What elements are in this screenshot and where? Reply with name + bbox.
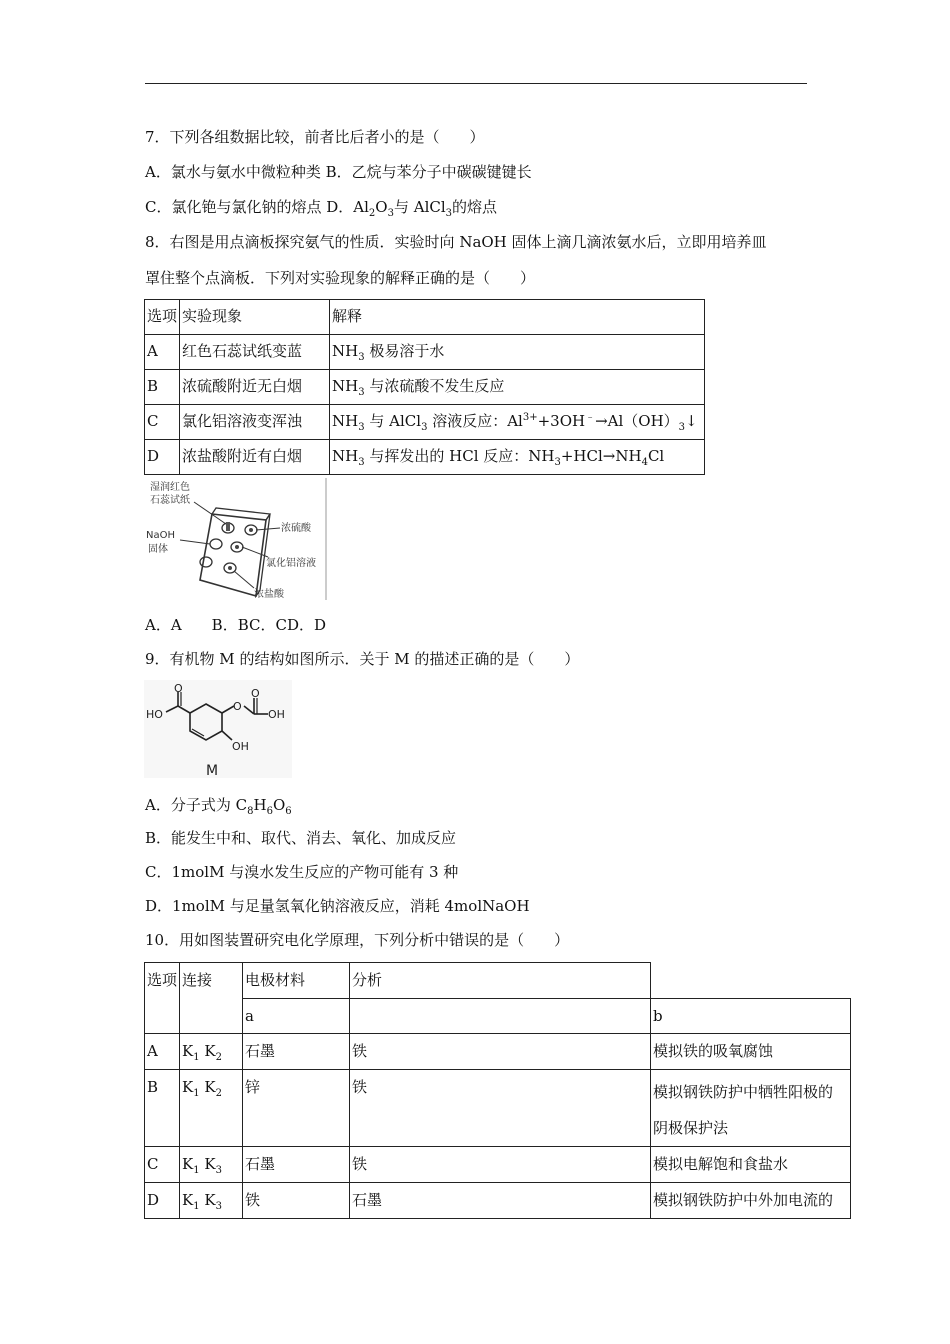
cell-connection: $K_1$ $K_3$ — [180, 1147, 243, 1183]
label-naoh-2: 固体 — [148, 544, 168, 555]
cell-explanation: $NH_3$ 与 AlCl$_3$ 溶液反应：$Al^{3+}+3OH^﹣\to Al(OH)_3↓$ — [330, 405, 705, 440]
cell-option: B — [145, 370, 180, 405]
q7-stem: 7．下列各组数据比较，前者比后者小的是（ ） — [145, 128, 485, 146]
well-naoh — [210, 539, 222, 549]
cell-analysis: 模拟钢铁防护中牺牲阳极的 阴极保护法 — [651, 1070, 851, 1147]
table-row — [145, 440, 705, 475]
header-blank-cell — [350, 999, 651, 1034]
cell-connection: $K_1$ $K_2$ — [180, 1070, 243, 1147]
atom-o: O — [233, 700, 242, 713]
label-h2so4: 浓硫酸 — [281, 523, 311, 534]
cell-explanation: $NH_3$ 与浓硫酸不发生反应 — [330, 370, 705, 405]
atom-o: O — [174, 682, 183, 695]
header-connection: 连接 — [180, 963, 243, 1034]
header-explanation: 解释 — [330, 300, 705, 335]
cell-a: 锌 — [243, 1070, 350, 1147]
header-analysis: 分析 — [350, 963, 651, 999]
atom-o: O — [251, 687, 260, 700]
spot-plate-figure — [144, 478, 328, 600]
well-dot — [228, 566, 232, 570]
q8-answers: A．A B．BC．CD．D — [145, 616, 326, 634]
cell-b: 铁 — [350, 1070, 651, 1147]
atom-ho: HO — [146, 708, 163, 721]
label-hcl: 浓盐酸 — [254, 589, 284, 600]
molecule-m-figure — [144, 680, 292, 778]
atom-oh: OH — [232, 740, 249, 753]
header-phenomenon: 实验现象 — [180, 300, 330, 335]
leader-line — [234, 571, 254, 588]
q9-option-b: B．能发生中和、取代、消去、氧化、加成反应 — [145, 829, 457, 847]
cell-explanation: $NH_3$ 与挥发出的 HCl 反应：$NH_3+HCl\to NH_4Cl$ — [330, 440, 705, 475]
table-row — [145, 405, 705, 440]
table-row — [145, 370, 705, 405]
cell-option: C — [145, 405, 180, 440]
q10-stem: 10．用如图装置研究电化学原理，下列分析中错误的是（ ） — [145, 931, 570, 949]
cell-option: B — [145, 1070, 180, 1147]
label-naoh-1: NaOH — [146, 530, 175, 541]
cell-option: C — [145, 1147, 180, 1183]
table-row — [145, 300, 705, 335]
q9-option-a: A．分子式为 $C_8H_6O_6$ — [145, 796, 292, 817]
cell-explanation: $NH_3$ 极易溶于水 — [330, 335, 705, 370]
q10-table — [144, 962, 851, 1219]
plate-top-edge — [212, 508, 270, 520]
label-litmus-1: 湿润红色 — [150, 482, 190, 493]
molecule-label: M — [206, 763, 219, 778]
well-empty — [200, 557, 212, 567]
cell-b: 石墨 — [350, 1183, 651, 1219]
table-row — [145, 963, 851, 999]
q8-table — [144, 299, 705, 475]
table-row — [145, 1147, 851, 1183]
cell-a: 石墨 — [243, 1034, 350, 1070]
q7-option-cd: C．氯化铯与氯化钠的熔点 D．$Al_2O_3$与 AlCl$_3$的熔点 — [145, 198, 498, 219]
q9-stem: 9．有机物 M 的结构如图所示．关于 M 的描述正确的是（ ） — [145, 650, 580, 668]
litmus-paper — [226, 522, 230, 531]
q7-option-ab: A．氯水与氨水中微粒种类 B．乙烷与苯分子中碳碳键键长 — [145, 163, 532, 181]
header-b: b — [651, 999, 851, 1034]
table-row — [145, 1183, 851, 1219]
cell-b: 铁 — [350, 1147, 651, 1183]
label-litmus-2: 石蕊试纸 — [150, 495, 190, 506]
atom-oh: OH — [268, 708, 285, 721]
cell-option: D — [145, 1183, 180, 1219]
cell-option: A — [145, 335, 180, 370]
table-row — [145, 335, 705, 370]
cell-option: D — [145, 440, 180, 475]
header-rule — [145, 83, 807, 84]
cell-analysis: 模拟电解饱和食盐水 — [651, 1147, 851, 1183]
well-dot — [235, 545, 239, 549]
cell-a: 铁 — [243, 1183, 350, 1219]
cell-connection: $K_1$ $K_2$ — [180, 1034, 243, 1070]
cell-phenomenon: 红色石蕊试纸变蓝 — [180, 335, 330, 370]
table-row — [145, 1070, 851, 1147]
q9-option-d: D．1molM 与足量氢氧化钠溶液反应，消耗 4molNaOH — [145, 897, 530, 915]
q8-stem-line1: 8．右图是用点滴板探究氨气的性质．实验时向 NaOH 固体上滴几滴浓氨水后，立即用培养皿 — [145, 233, 767, 251]
q9-option-c: C．1molM 与溴水发生反应的产物可能有 3 种 — [145, 863, 459, 881]
well-dot — [249, 528, 253, 532]
cell-analysis: 模拟钢铁防护中外加电流的 — [651, 1183, 851, 1219]
label-alcl3: 氯化铝溶液 — [266, 558, 316, 569]
header-option: 选项 — [145, 963, 180, 1034]
cell-phenomenon: 浓硫酸附近无白烟 — [180, 370, 330, 405]
cell-b: 铁 — [350, 1034, 651, 1070]
cell-a: 石墨 — [243, 1147, 350, 1183]
cell-phenomenon: 氯化铝溶液变浑浊 — [180, 405, 330, 440]
leader-line — [180, 540, 210, 544]
leader-line — [242, 547, 268, 557]
cell-analysis: 模拟铁的吸氧腐蚀 — [651, 1034, 851, 1070]
header-a: a — [243, 999, 350, 1034]
q8-stem-line2: 罩住整个点滴板．下列对实验现象的解释正确的是（ ） — [145, 269, 536, 287]
table-row — [145, 1034, 851, 1070]
header-option: 选项 — [145, 300, 180, 335]
cell-connection: $K_1$ $K_3$ — [180, 1183, 243, 1219]
header-electrode: 电极材料 — [243, 963, 350, 999]
cell-option: A — [145, 1034, 180, 1070]
header-blank — [651, 963, 851, 999]
cell-phenomenon: 浓盐酸附近有白烟 — [180, 440, 330, 475]
table-row — [145, 999, 851, 1034]
